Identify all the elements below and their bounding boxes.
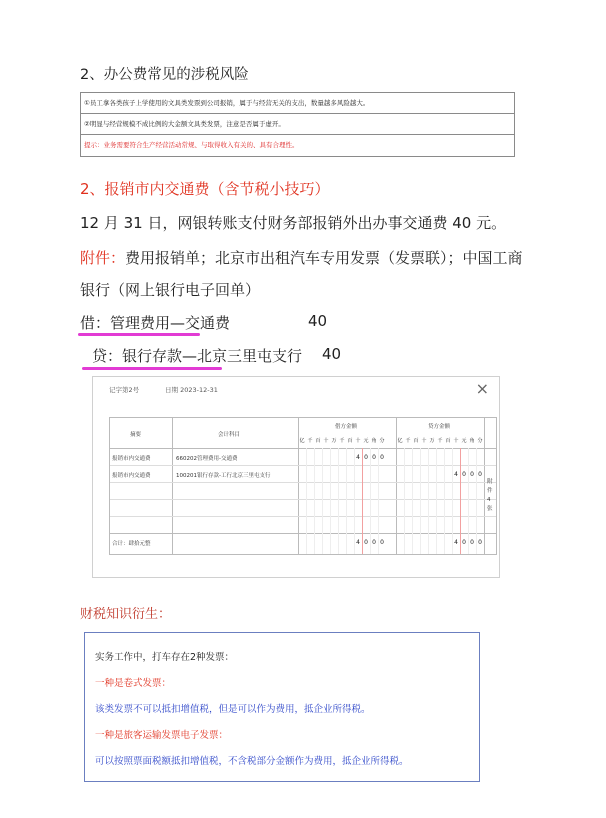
tip-intro: 实务工作中，打车存在2种发票： <box>95 652 235 663</box>
derived-knowledge-title: 财税知识衍生： <box>80 607 172 622</box>
credit-underline <box>82 367 222 370</box>
digit-unit-label: 百 <box>315 438 321 444</box>
close-icon[interactable]: × <box>475 379 489 398</box>
col-account-header: 会计科目 <box>218 432 241 438</box>
section-title-office-risk: 2、办公费常见的涉税风险 <box>80 67 249 83</box>
credit-amount: 40 <box>322 345 342 363</box>
transaction-description: 12 月 31 日，网银转账支付财务部报销外出办事交通费 40 元。 <box>80 214 507 232</box>
risk-item: ①员工拿各类孩子上学使用的文具类发票到公司报销，属于与经营无关的支出，数量越多风险越大。 <box>81 93 514 114</box>
tip-box <box>84 632 480 782</box>
amount-digit: 0 <box>372 539 376 546</box>
amount-digit: 0 <box>372 454 376 461</box>
amount-digit: 4 <box>356 539 360 546</box>
amount-digit: 0 <box>478 539 482 546</box>
attachment-label: 附件： <box>80 249 126 267</box>
amount-digit: 0 <box>380 539 384 546</box>
voucher-number: 记字第2号 <box>109 386 140 394</box>
col-summary-header: 摘要 <box>130 432 142 438</box>
col-debit-header: 借方金额 <box>335 424 358 430</box>
debit-underline <box>78 333 200 336</box>
voucher-date: 日期 2023-12-31 <box>165 386 218 394</box>
tip-type-2: 一种是旅客运输发票电子发票： <box>95 730 229 741</box>
digit-unit-label: 亿 <box>299 438 305 444</box>
row-summary: 报销市内交通费 <box>112 473 151 479</box>
amount-digit: 0 <box>364 539 368 546</box>
digit-unit-label: 十 <box>355 438 361 444</box>
tip-type-1: 一种是卷式发票： <box>95 678 172 689</box>
amount-digit: 0 <box>462 539 466 546</box>
digit-unit-label: 千 <box>405 438 411 444</box>
credit-entry: 贷：银行存款—北京三里屯支行 <box>92 347 303 365</box>
row-account: 660202管理费用-交通费 <box>176 456 238 462</box>
total-label: 合计：肆拾元整 <box>112 541 151 547</box>
amount-digit: 4 <box>454 471 458 478</box>
digit-unit-label: 分 <box>379 438 385 444</box>
section-title-transport: 2、报销市内交通费（含节税小技巧） <box>80 180 330 198</box>
digit-unit-label: 百 <box>445 438 451 444</box>
digit-unit-label: 万 <box>331 438 337 444</box>
digit-unit-label: 角 <box>469 438 475 444</box>
debit-amount: 40 <box>308 312 328 330</box>
row-account: 100201银行存款-工行北京三里屯支行 <box>176 473 271 479</box>
digit-unit-label: 万 <box>429 438 435 444</box>
digit-unit-label: 元 <box>461 438 467 444</box>
digit-unit-label: 千 <box>437 438 443 444</box>
digit-unit-label: 百 <box>347 438 353 444</box>
risk-item: ②明显与经营规模不成比例的大金额文具类发票，注意是否属于虚开。 <box>81 114 514 135</box>
attachment-line-2: 银行（网上银行电子回单） <box>80 281 261 299</box>
attachment-count: 附 件 4 张 <box>487 479 493 512</box>
tip-type-1-desc: 该类发票不可以抵扣增值税，但是可以作为费用，抵企业所得税。 <box>95 704 371 715</box>
risk-tip: 提示：业务需要符合生产经营活动常规、与取得收入有关的、具有合理性。 <box>84 141 299 149</box>
digit-unit-label: 十 <box>421 438 427 444</box>
digit-unit-label: 千 <box>307 438 313 444</box>
amount-digit: 0 <box>380 454 384 461</box>
digit-unit-label: 十 <box>323 438 329 444</box>
amount-digit: 0 <box>470 471 474 478</box>
digit-unit-label: 千 <box>339 438 345 444</box>
digit-unit-label: 角 <box>371 438 377 444</box>
amount-digit: 0 <box>462 471 466 478</box>
digit-unit-label: 亿 <box>397 438 403 444</box>
digit-unit-label: 十 <box>453 438 459 444</box>
digit-unit-label: 分 <box>477 438 483 444</box>
accounting-voucher <box>92 376 500 578</box>
attachment-text: 费用报销单；北京市出租汽车专用发票（发票联）；中国工商 <box>125 249 523 267</box>
debit-entry: 借：管理费用—交通费 <box>80 314 231 332</box>
amount-digit: 0 <box>364 454 368 461</box>
attachment-line <box>80 247 523 268</box>
risk-table <box>80 92 515 157</box>
amount-digit: 0 <box>478 471 482 478</box>
tip-type-2-desc: 可以按照票面税额抵扣增值税，不含税部分金额作为费用，抵企业所得税。 <box>95 756 409 767</box>
col-credit-header: 贷方金额 <box>428 424 451 430</box>
amount-digit: 0 <box>470 539 474 546</box>
digit-unit-label: 元 <box>363 438 369 444</box>
amount-digit: 4 <box>356 454 360 461</box>
voucher-grid <box>109 417 497 555</box>
row-summary: 报销市内交通费 <box>112 456 151 462</box>
digit-unit-label: 百 <box>413 438 419 444</box>
amount-digit: 4 <box>454 539 458 546</box>
